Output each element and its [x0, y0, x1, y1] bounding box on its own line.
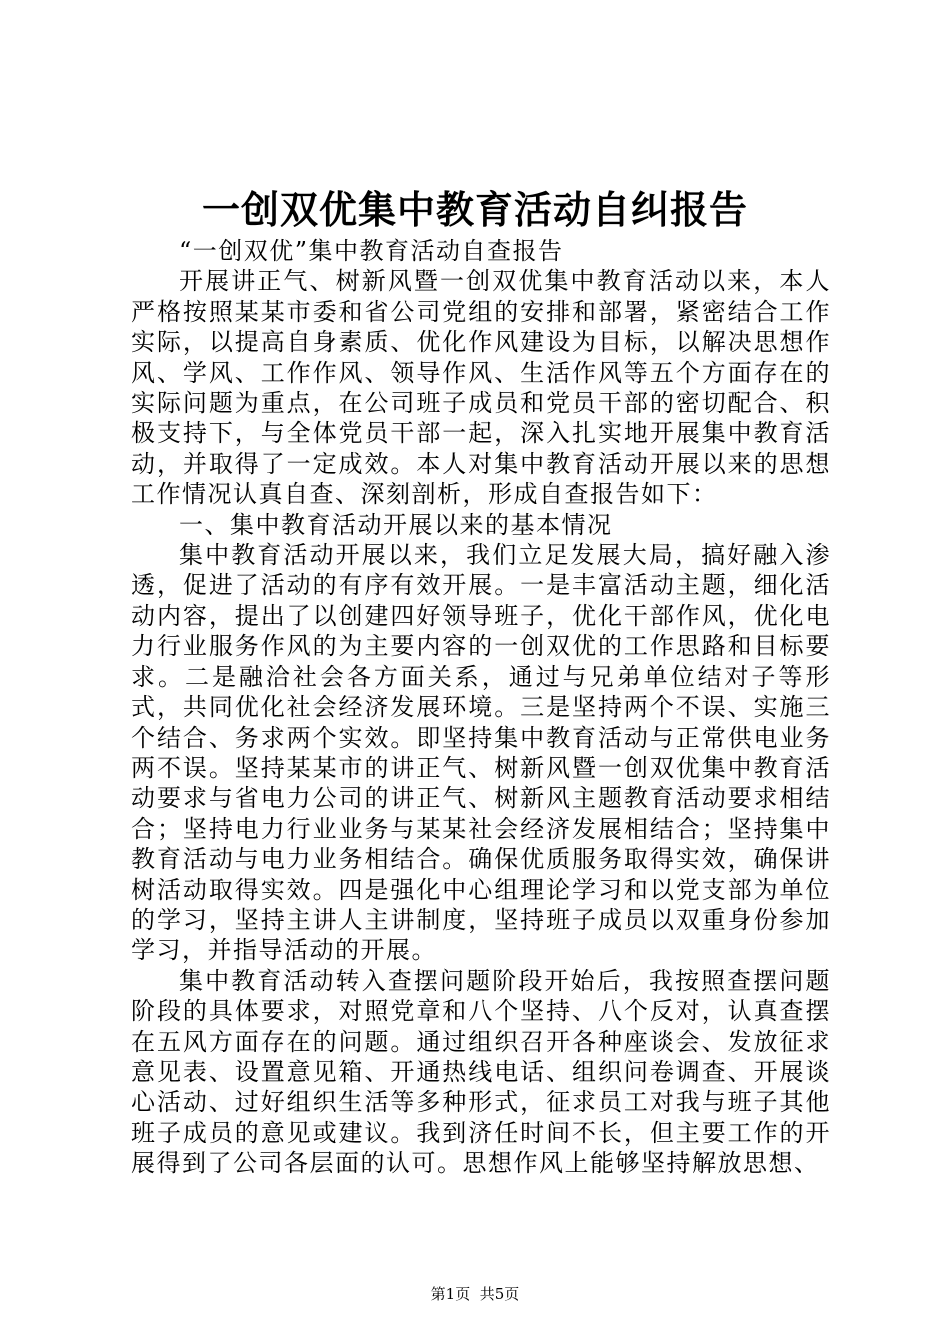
document-title: 一创双优集中教育活动自纠报告 [201, 187, 748, 232]
page-footer [0, 1284, 950, 1304]
page-number-total: 共5页 [479, 1285, 520, 1303]
section-heading-1: 一、集中教育活动开展以来的基本情况 [179, 510, 613, 539]
page-number-current: 第1页 [430, 1285, 471, 1303]
basic-situation-paragraph: 集中教育活动开展以来，我们立足发展大局，搞好融入渗透，促进了活动的有序有效开展。一是丰富活动主题，细化活动内容，提出了以创建四好领导班子，优化干部作风，优化电力行业服务作风的为主要内容的一创双优的工作思路和目标要求。二是融洽社会各方面关系，通过与兄弟单位结对子等形式，共同优化社会经济发展环境。三是坚持两个不误、实施三个结合、务求两个实效。即坚持集中教育活动与正常供电业务两不误。坚持某某市的讲正气、树新风暨一创双优集中教育活动要求与省电力公司的讲正气、树新风主题教育活动要求相结合；坚持电力行业业务与某某社会经济发展相结合；坚持集中教育活动与电力业务相结合。确保优质服务取得实效，确保讲树活动取得实效。四是强化中心组理论学习和以党支部为单位的学习，坚持主讲人主讲制度，坚持班子成员以双重身份参加学习，并指导活动的开展。 [131, 541, 831, 965]
intro-paragraph: 开展讲正气、树新风暨一创双优集中教育活动以来，本人严格按照某某市委和省公司党组的安排和部署，紧密结合工作实际，以提高自身素质、优化作风建设为目标，以解决思想作风、学风、工作作风、领导作风、生活作风等五个方面存在的实际问题为重点，在公司班子成员和党员干部的密切配合、积极支持下，与全体党员干部一起，深入扎实地开展集中教育活动，并取得了一定成效。本人对集中教育活动开展以来的思想工作情况认真自查、深刻剖析，形成自查报告如下： [131, 267, 831, 509]
problem-review-paragraph: 集中教育活动转入查摆问题阶段开始后，我按照查摆问题阶段的具体要求，对照党章和八个坚持、八个反对，认真查摆在五风方面存在的问题。通过组织召开各种座谈会、发放征求意见表、设置意见箱、开通热线电话、组织问卷调查、开展谈心活动、过好组织生活等多种形式，征求员工对我与班子其他班子成员的意见或建议。我到济任时间不长，但主要工作的开展得到了公司各层面的认可。思想作风上能够坚持解放思想、 [131, 966, 831, 1178]
report-subtitle-paragraph: “一创双优”集中教育活动自查报告 [179, 237, 564, 265]
document-body [131, 236, 831, 1179]
